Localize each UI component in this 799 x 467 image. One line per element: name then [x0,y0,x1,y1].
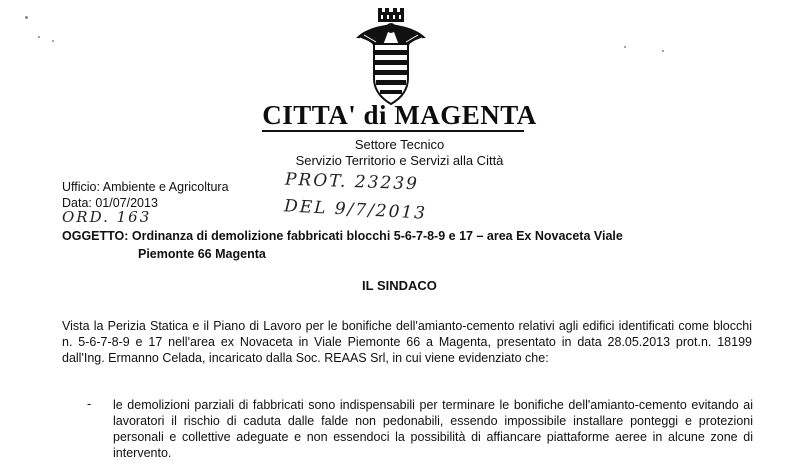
subject-line-1 [62,229,623,243]
service-name: Servizio Territorio e Servizi alla Città [295,153,504,168]
date-line: Data: 01/07/2013 [62,196,158,210]
bullet-item: le demolizioni parziali di fabbricati sono indispensabili per terminare le bonifiche dell'amianto-cemento evitando ai lavoratori il rischio di caduta dalle falde non pedonabili, essendo impossibile installare ponteggi e protezioni personali e collettive adeguate e non essendoci la possibilità di affiancare piattaforme aeree in alcune zone di intervento. [113,398,753,460]
city-crest-icon [352,8,430,106]
title-underline [262,130,524,132]
subject-line-2: Piemonte 66 Magenta [138,247,266,261]
scan-speck [624,46,626,48]
scan-speck [38,36,40,38]
section-heading: IL SINDACO [362,278,437,293]
handwritten-date: DEL 9/7/2013 [283,196,428,224]
scan-speck [662,50,664,52]
office-line: Ufficio: Ambiente e Agricoltura [62,180,229,194]
subject-text: Ordinanza di demolizione fabbricati blocchi 5-6-7-8-9 e 17 – area Ex Novaceta Viale [131,229,623,243]
body-paragraph: Vista la Perizia Statica e il Piano di Lavoro per le bonifiche dell'amianto-cemento relativi agli edifici identificati come blocchi n. 5-6-7-8-9 e 17 nell'area ex Novaceta in Viale Piemonte 66 a Magenta, presentato in data 28.05.2013 prot.n. 18199 dall'Ing. Ermanno Celada, incaricato dalla Soc. REAAS Srl, in cui viene evidenziato che: [62,319,752,365]
city-title: CITTA' di MAGENTA [262,100,537,130]
department-name: Settore Tecnico [354,137,445,152]
scan-speck [52,40,54,42]
bullet-marker: - [87,397,92,411]
subject-label: OGGETTO: [62,229,129,243]
scan-speck [25,16,28,19]
handwritten-order-number: ORD. 163 [62,208,152,226]
handwritten-protocol: PROT. 23239 [284,169,420,195]
